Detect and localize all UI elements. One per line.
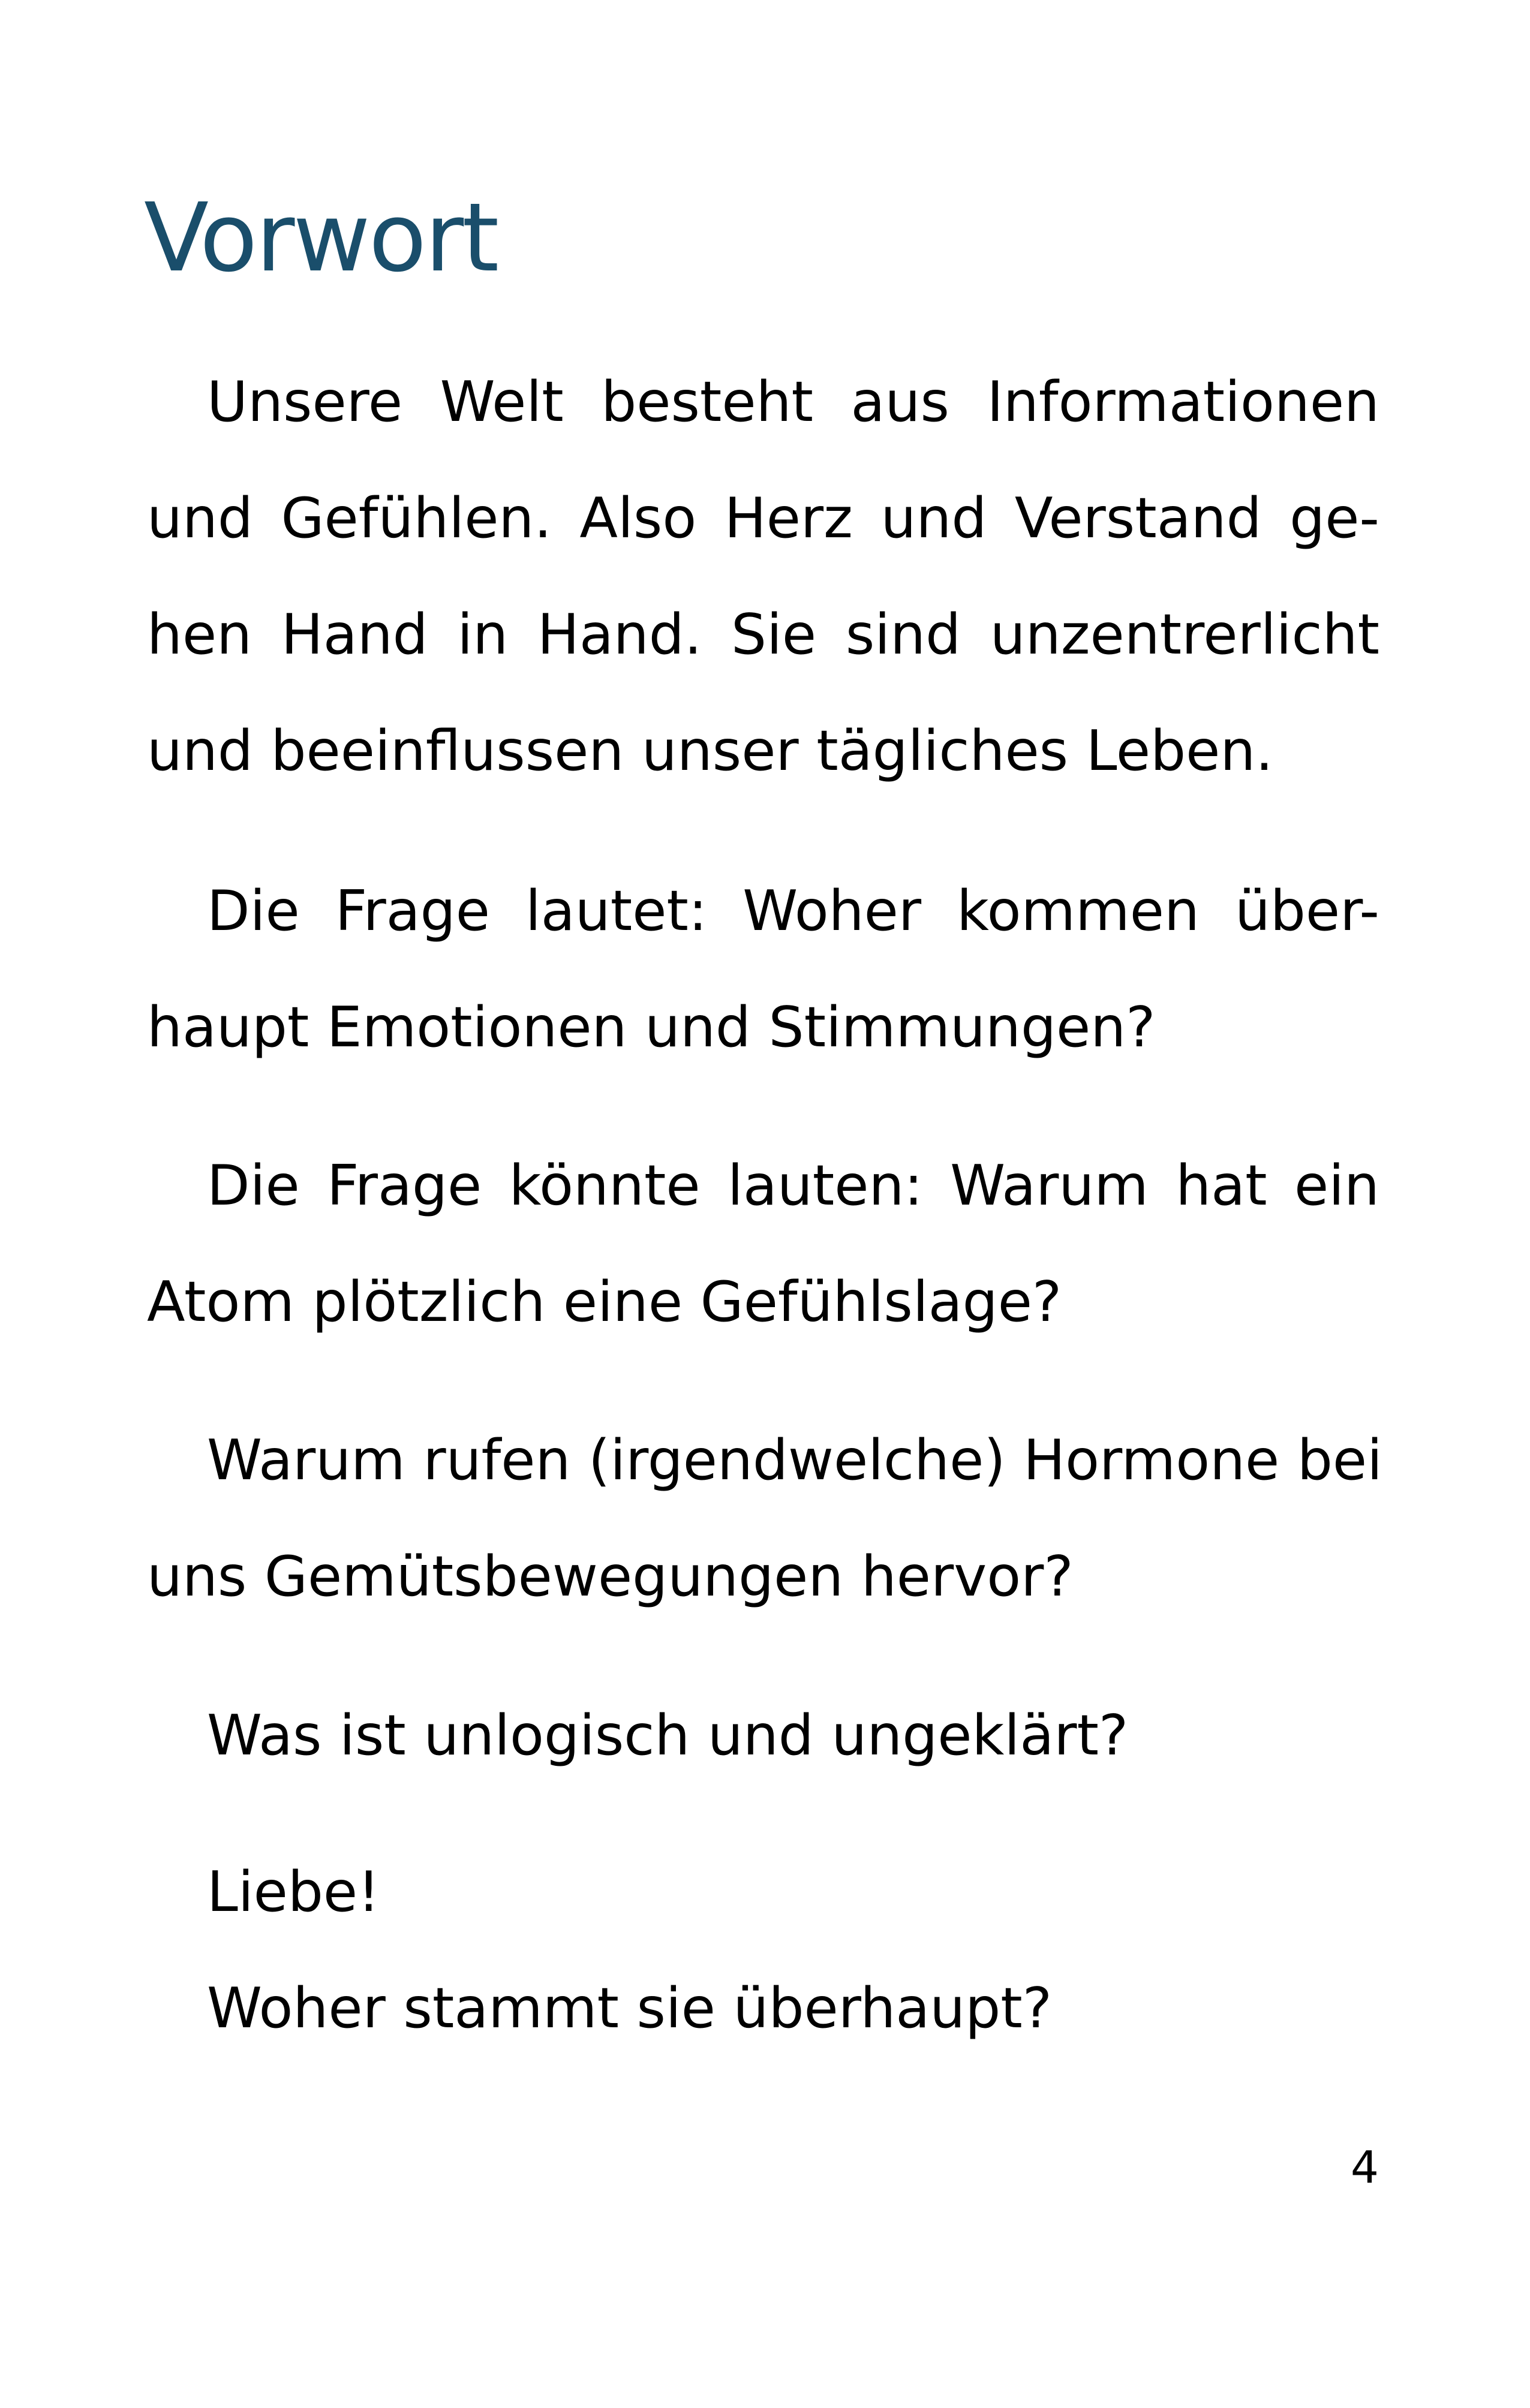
text-line: und beeinflussen unser tägliches Leben. xyxy=(147,718,1273,783)
text-line: uns Gemütsbewegungen hervor? xyxy=(147,1544,1074,1609)
text-line: haupt Emotionen und Stimmungen? xyxy=(147,995,1156,1059)
text-line: Warum rufen (irgendwelche) Hormone bei xyxy=(207,1428,1382,1492)
text-line: hen Hand in Hand. Sie sind unzentrerlicht xyxy=(147,602,1379,667)
text-line: Die Frage lautet: Woher kommen über- xyxy=(207,878,1379,943)
text-line: Liebe! xyxy=(207,1859,380,1924)
text-line: Was ist unlogisch und ungeklärt? xyxy=(207,1703,1129,1768)
chapter-title: Vorwort xyxy=(144,183,498,293)
text-line: und Gefühlen. Also Herz und Verstand ge- xyxy=(147,486,1379,550)
page-number: 4 xyxy=(1350,2142,1379,2193)
text-line: Unsere Welt besteht aus Informationen xyxy=(207,369,1379,434)
text-line: Atom plötzlich eine Gefühlslage? xyxy=(147,1269,1062,1334)
text-line: Die Frage könnte lauten: Warum hat ein xyxy=(207,1153,1379,1218)
text-line: Woher stammt sie überhaupt? xyxy=(207,1976,1053,2040)
